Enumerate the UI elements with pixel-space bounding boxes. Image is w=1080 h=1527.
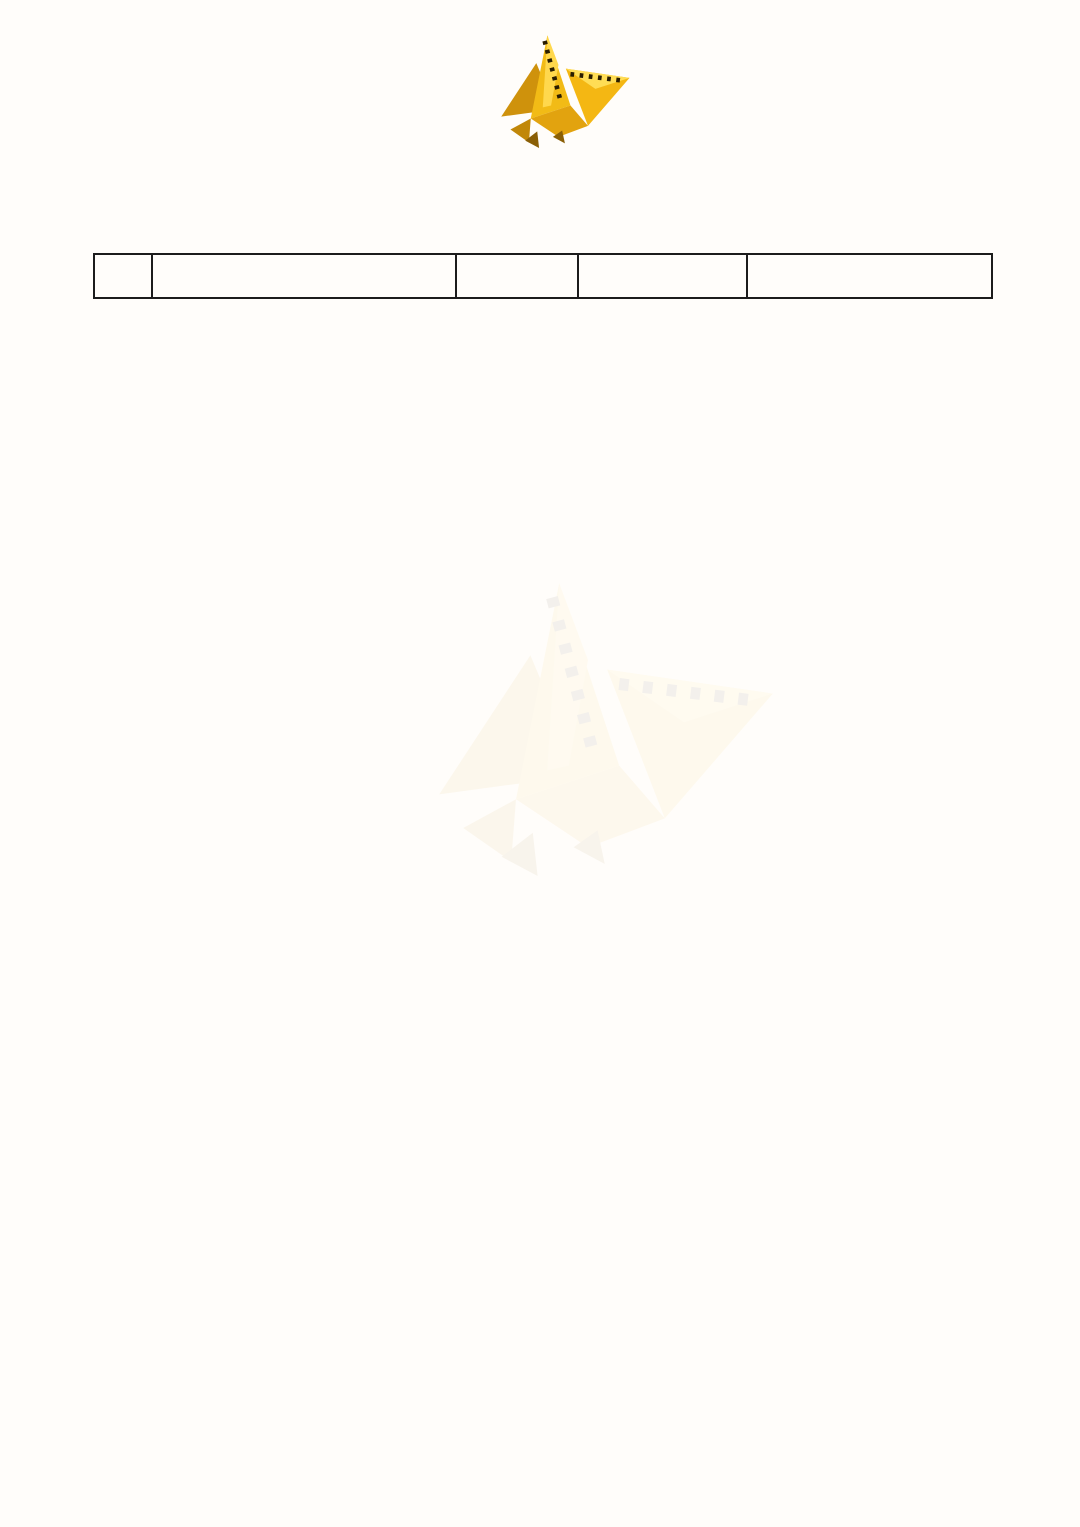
ornate-border-left bbox=[42, 0, 102, 1527]
table-header-row bbox=[94, 254, 992, 298]
nomination-table-wrap bbox=[93, 253, 991, 299]
origami-bird-logo-icon bbox=[440, 28, 640, 148]
nomination-table bbox=[93, 253, 993, 299]
col-header-no bbox=[94, 254, 152, 298]
ornate-border-right bbox=[978, 0, 1038, 1527]
ornate-border-bottom bbox=[0, 1432, 1080, 1492]
watermark-bird bbox=[300, 560, 780, 880]
col-header-type bbox=[456, 254, 578, 298]
col-header-title bbox=[152, 254, 456, 298]
festival-logo bbox=[0, 28, 1080, 151]
col-header-director bbox=[578, 254, 747, 298]
col-header-school bbox=[747, 254, 992, 298]
